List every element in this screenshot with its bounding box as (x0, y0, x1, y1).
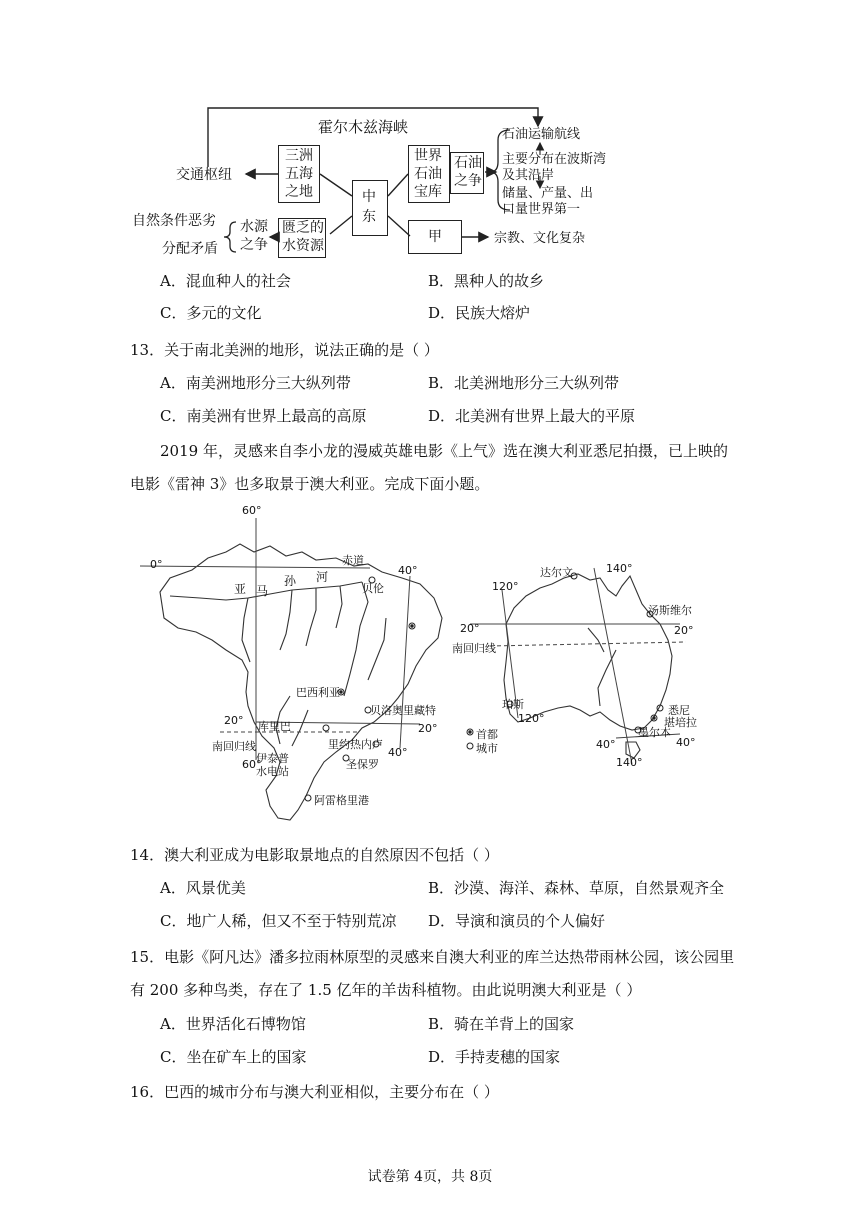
amazon-char-2: 马 (256, 584, 269, 598)
hormuz-label: 霍尔木兹海峡 (318, 118, 409, 136)
page-footer: 试卷第 4页，共 8页 (367, 1169, 493, 1185)
darwin-label: 达尔文 (540, 566, 573, 579)
water-struggle-label: 水源之争 (240, 219, 268, 253)
q14-stem: 14．澳大利亚成为电影取景地点的自然原因不包括（ ） (130, 846, 499, 864)
religion-label: 宗教、文化复杂 (494, 231, 586, 246)
brazil-tropic-label: 南回归线 (212, 740, 256, 753)
passage-line-1: 2019 年，灵感来自李小龙的漫威英雄电影《上气》选在澳大利亚悉尼拍摄，已上映的 (160, 442, 728, 460)
q13-option-d: D．北美洲有世界上最大的平原 (428, 407, 636, 425)
q12-option-d: D．民族大熔炉 (428, 304, 531, 322)
brazil-lon40b-label: 40° (388, 746, 408, 759)
brazil-map (160, 544, 442, 820)
middle-east-label: 中东 (362, 189, 376, 225)
melbourne-label: 墨尔本 (638, 726, 671, 739)
jia-label: 甲 (428, 229, 442, 245)
q13-stem: 13．关于南北美洲的地形，说法正确的是（ ） (130, 341, 439, 359)
uneven-distribution-label: 分配矛盾 (162, 241, 218, 257)
q12-option-b: B．黑种人的故乡 (428, 272, 545, 290)
map-figure (130, 500, 730, 840)
amazon-char-4: 河 (316, 570, 329, 584)
sydney-label: 悉尼 (668, 704, 690, 717)
brazil-lat20e-label: 20° (418, 722, 438, 735)
brazil-lon60-label: 60° (242, 504, 262, 517)
brazil-lat0-label: 0° (150, 558, 163, 571)
oil-struggle-label: 石油之争 (454, 155, 482, 189)
passage-line-2: 电影《雷神 3》也多取景于澳大利亚。完成下面小题。 (130, 475, 490, 493)
oil-route-label: 石油运输航线 (502, 127, 581, 142)
townsville-label: 汤斯维尔 (648, 604, 692, 617)
perth-label: 珀斯 (502, 698, 524, 711)
aus-lon140b-label: 140° (616, 756, 643, 769)
aus-lon120-label: 120° (492, 580, 519, 593)
q13-option-a: A．南美洲地形分三大纵列带 (160, 374, 351, 392)
aus-lat40w-label: 40° (596, 738, 616, 751)
aus-lat40e-label: 40° (676, 736, 696, 749)
q15-option-c: C．坐在矿车上的国家 (160, 1048, 307, 1066)
harsh-nature-label: 自然条件恶劣 (132, 213, 216, 229)
q13-option-b: B．北美洲地形分三大纵列带 (428, 374, 620, 392)
itaipu-label: 伊泰普水电站 (256, 752, 289, 778)
aus-lon140-label: 140° (606, 562, 633, 575)
q14-option-a: A．风景优美 (160, 879, 246, 897)
q15-stem-line-2: 有 200 多种鸟类，存在了 1.5 亿年的羊齿科植物。由此说明澳大利亚是（ ） (130, 981, 642, 999)
q16-stem: 16．巴西的城市分布与澳大利亚相似，主要分布在（ ） (130, 1083, 499, 1101)
reserves-label: 储量、产量、出口量世界第一 (502, 186, 594, 217)
q13-option-c: C．南美洲有世界上最高的高原 (160, 407, 367, 425)
aus-tropic-label: 南回归线 (452, 642, 496, 655)
q15-option-a: A．世界活化石博物馆 (160, 1015, 306, 1033)
saopaulo-label: 圣保罗 (346, 758, 379, 771)
concept-diagram (0, 0, 860, 265)
q12-option-a: A．混血种人的社会 (160, 272, 291, 290)
aus-lon120b-label: 120° (518, 712, 545, 725)
curitiba-label: 库里巴 (258, 720, 291, 733)
q14-option-b: B．沙漠、海洋、森林、草原，自然景观齐全 (428, 879, 725, 897)
legend-city-label: 城市 (476, 742, 498, 755)
three-continents-label: 三洲五海之地 (285, 148, 313, 200)
australia-cities (467, 573, 663, 749)
portoalegre-label: 阿雷格里港 (314, 794, 369, 807)
gulf-distribution-label: 主要分布在波斯湾及其沿岸 (502, 152, 607, 183)
brazil-lon40-label: 40° (398, 564, 418, 577)
q15-option-b: B．骑在羊背上的国家 (428, 1015, 575, 1033)
brasilia-label: 巴西利亚 (296, 686, 340, 699)
q15-option-d: D．手持麦穗的国家 (428, 1048, 561, 1066)
belo-label: 贝洛奥里藏特 (370, 704, 436, 717)
legend-capital-label: 首都 (476, 728, 498, 741)
aus-lat20e-label: 20° (674, 624, 694, 637)
oil-treasury-label: 世界石油宝库 (414, 148, 442, 200)
canberra-label: 堪培拉 (664, 716, 697, 729)
amazon-char-3: 孙 (284, 574, 297, 588)
q15-stem-line-1: 15．电影《阿凡达》潘多拉雨林原型的灵感来自澳大利亚的库兰达热带雨林公园，该公园里 (130, 948, 735, 966)
amazon-char-1: 亚 (234, 582, 247, 596)
maps-svg (130, 500, 730, 840)
brazil-lon60b-label: 60° (242, 758, 262, 771)
belem-label: 贝伦 (362, 582, 384, 595)
brazil-lat20w-label: 20° (224, 714, 244, 727)
scarce-water-label: 匮乏的水资源 (282, 220, 324, 254)
rio-label: 里约热内卢 (328, 738, 383, 751)
brazil-equator-label: 赤道 (342, 554, 364, 567)
traffic-hub-label: 交通枢纽 (176, 167, 232, 183)
q14-option-d: D．导演和演员的个人偏好 (428, 912, 606, 930)
aus-lat20w-label: 20° (460, 622, 480, 635)
q14-option-c: C．地广人稀，但又不至于特别荒凉 (160, 912, 397, 930)
q12-option-c: C．多元的文化 (160, 304, 262, 322)
